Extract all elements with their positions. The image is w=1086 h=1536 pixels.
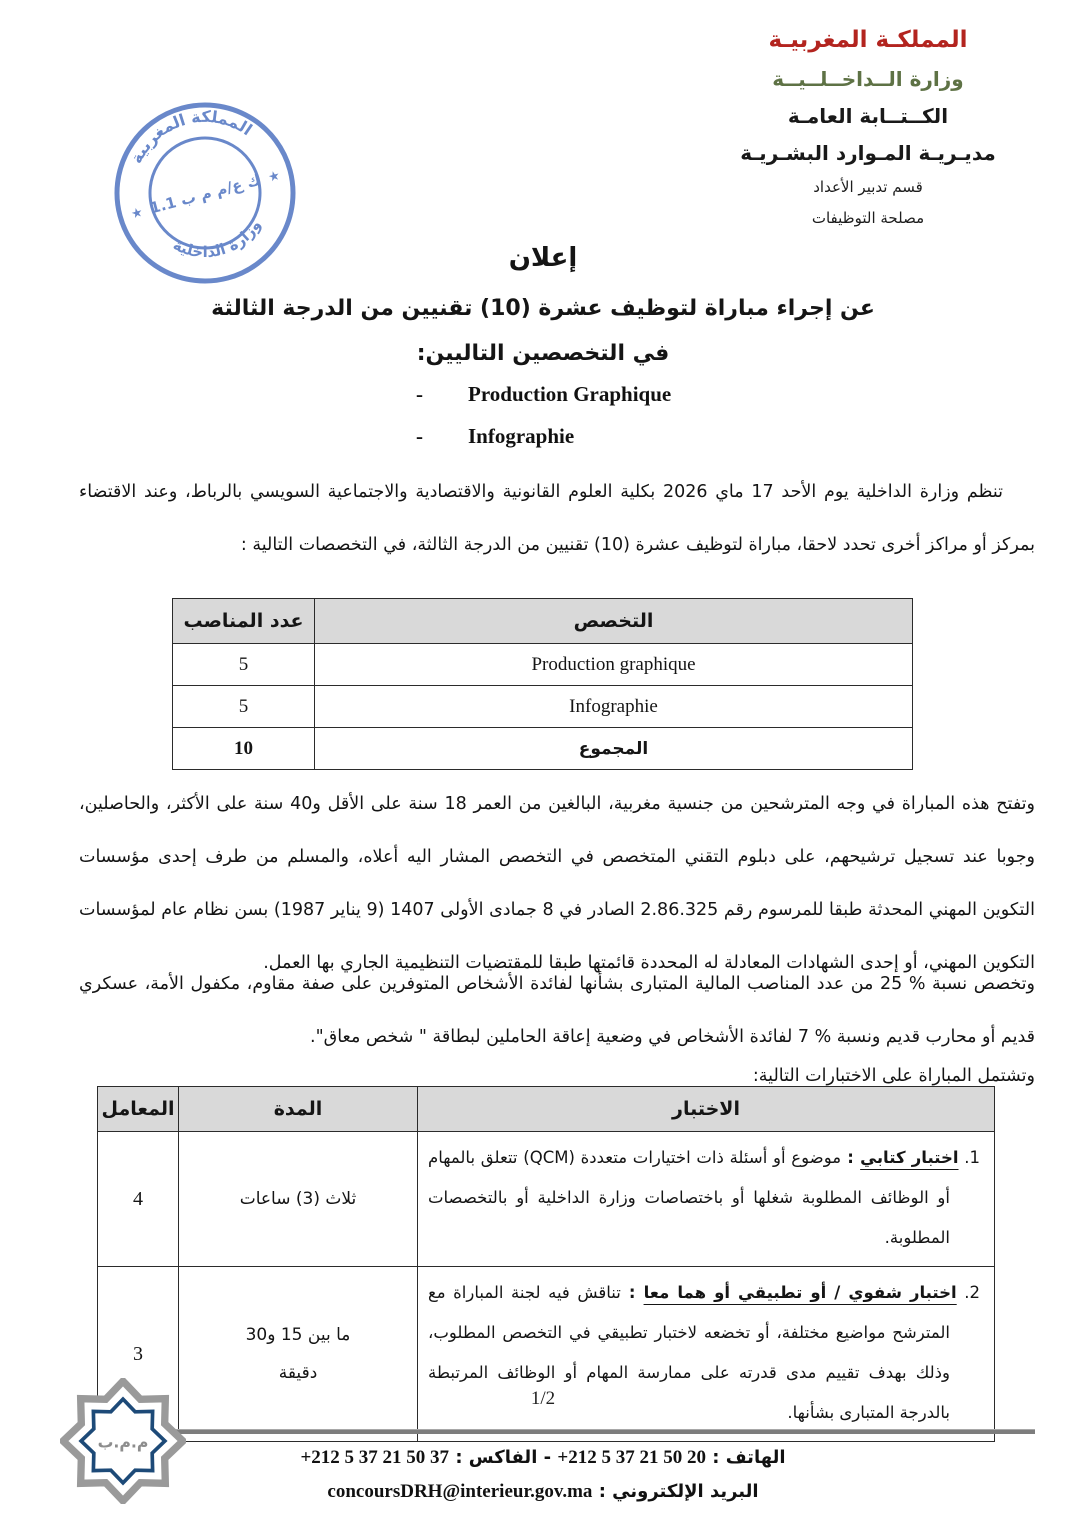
email-line	[0, 1475, 1086, 1509]
table-row	[98, 1132, 995, 1267]
exam-column-header: الاختبار	[418, 1087, 995, 1132]
specialty-cell: Production graphique	[315, 644, 913, 686]
exam-title-colon: :	[620, 1283, 644, 1302]
specialty-label: Production Graphique	[468, 382, 672, 406]
table-row	[173, 686, 913, 728]
specialties-list	[416, 382, 671, 466]
eligibility-paragraph: وتفتح هذه المباراة في وجه المترشحين من جنسية مغربية، البالغين من العمر 18 سنة على الأقل و40 سنة على الأكثر، والحاصلين، وجوبا عند تسجيل ترشيحهم، على دبلوم التقني المتخصص في التخصص المشار اليه أعلاه، والمسلم من طرف إحدى مؤسسات التكوين المهني المحدثة طبقا للمرسوم رقم 2.86.325 الصادر في 8 جمادى الأولى 1407 (9 يناير 1987) بسن نظام عام لمؤسسات التكوين المهني، أو إحدى الشهادات المعادلة له المحددة قائمتها طبقا للمقتضيات التنظيمية الجاري بها العمل.	[79, 793, 1035, 973]
email-label: البريد الإلكتروني :	[598, 1481, 759, 1502]
fax-label: الفاكس :	[455, 1447, 538, 1468]
count-cell: 5	[173, 644, 315, 686]
exam-title: اختبار كتابي	[860, 1148, 959, 1167]
dash-separator: -	[543, 1447, 552, 1468]
duration-cell: ما بين 15 و30 دقيقة	[179, 1267, 418, 1442]
duration-column-header: المدة	[179, 1087, 418, 1132]
phone-number: +212 5 37 21 50 20	[557, 1447, 706, 1468]
ministry-title: وزارة الــداخــلــيــة	[772, 67, 964, 91]
exam-title-colon: :	[841, 1148, 861, 1167]
exams-intro-paragraph: وتشتمل المباراة على الاختبارات التالية:	[752, 1065, 1035, 1086]
list-item	[416, 424, 671, 466]
table-header-row	[98, 1087, 995, 1132]
phone-fax-line	[0, 1441, 1086, 1475]
announcement-heading	[0, 238, 1086, 376]
table-header-row	[173, 599, 913, 644]
logo-abbreviation: م.م.ب	[97, 1432, 149, 1452]
exam-number: 2.	[964, 1283, 980, 1302]
list-item	[416, 382, 671, 424]
coefficient-cell: 4	[98, 1132, 179, 1267]
stamp-center-code: ك ع/م م ب 1.1	[147, 170, 263, 218]
table-row	[173, 644, 913, 686]
letterhead	[700, 20, 1036, 234]
positions-table	[172, 598, 913, 770]
exam-description: موضوع أو أسئلة ذات اختيارات متعددة (QCM) تتعلق بالمهام أو الوظائف المطلوبة شغلها أو باختصاصات وزارة الداخلية أو بالتخصصات المطلوبة.	[428, 1148, 950, 1247]
general-secretariat: الكــتــابة العامـة	[787, 104, 949, 128]
division-line: قسم تدبير الأعداد	[813, 178, 923, 196]
specialty-column-header: التخصص	[315, 599, 913, 644]
stamp-bottom-text: وزارة الداخلية	[170, 216, 265, 262]
announcement-line1: عن إجراء مباراة لتوظيف عشرة (10) تقنيين من الدرجة الثالثة	[211, 296, 875, 321]
exam-description-cell	[418, 1267, 995, 1442]
footer-divider	[118, 1429, 1035, 1434]
announcement-word: إعلان	[508, 243, 578, 273]
stamp-top-text: المملكة المغربية	[126, 106, 256, 167]
exam-title: اختبار شفوي / أو تطبيقي أو هما معا	[643, 1283, 957, 1302]
phone-label: الهاتف :	[712, 1447, 786, 1468]
dash-bullet-icon: -	[416, 382, 423, 406]
duration-cell: ثلاث (3) ساعات	[179, 1132, 418, 1267]
table-total-row	[173, 728, 913, 770]
stamp-star-left-icon: ★	[129, 205, 145, 223]
contact-block	[0, 1441, 1086, 1509]
stamp-star-right-icon: ★	[266, 168, 282, 186]
email-address[interactable]: concoursDRH@interieur.gov.ma	[327, 1481, 593, 1502]
coefficient-column-header: المعامل	[98, 1087, 179, 1132]
announcement-line2: في التخصصين التاليين:	[416, 341, 670, 366]
specialty-cell: Infographie	[315, 686, 913, 728]
service-line: مصلحة التوظيفات	[811, 209, 925, 227]
total-label-cell: المجموع	[315, 728, 913, 770]
specialty-label: Infographie	[468, 424, 575, 448]
exam-description-cell	[418, 1132, 995, 1267]
total-count-cell: 10	[173, 728, 315, 770]
page-number: 1/2	[530, 1388, 556, 1409]
count-cell: 5	[173, 686, 315, 728]
count-column-header: عدد المناصب	[173, 599, 315, 644]
hr-directorate: مديـريـة المـوارد البشـريـة	[740, 141, 996, 165]
quota-paragraph: وتخصص نسبة % 25 من عدد المناصب المالية المتبارى بشأنها لفائدة الأشخاص المتوفرين على صفة مقاوم، مكفول الأمة، عسكري قديم أو محارب قديم ونسبة % 7 لفائدة الأشخاص في وضعية إعاقة الحاملين لبطاقة " شخص معاق".	[79, 973, 1035, 1047]
dash-bullet-icon: -	[416, 424, 423, 448]
table-row	[98, 1267, 995, 1442]
intro-paragraph: تنظم وزارة الداخلية يوم الأحد 17 ماي 2026 بكلية العلوم القانونية والاقتصادية والاجتماعية السويسي بالرباط، وعند الاقتضاء بمركز أو مراكز أخرى تحدد لاحقا، مباراة لتوظيف عشرة (10) تقنيين من الدرجة الثالثة، في التخصصات التالية :	[79, 481, 1035, 555]
fax-number: +212 5 37 21 50 37	[300, 1447, 450, 1468]
exam-number: 1.	[964, 1148, 981, 1167]
exam-description: تناقش فيه لجنة المباراة مع المترشح مواضيع مختلفة، أو تخضعه لاختبار تطبيقي في التخصص المطلوب، وذلك بهدف تقييم مدى قدرته على ممارسة المهام أو الوظائف المرتبطة بالدرجة المتبارى بشأنها.	[428, 1283, 950, 1422]
kingdom-title: المملكـة المغربيـة	[768, 27, 968, 53]
coefficient-cell: 3	[98, 1267, 179, 1442]
